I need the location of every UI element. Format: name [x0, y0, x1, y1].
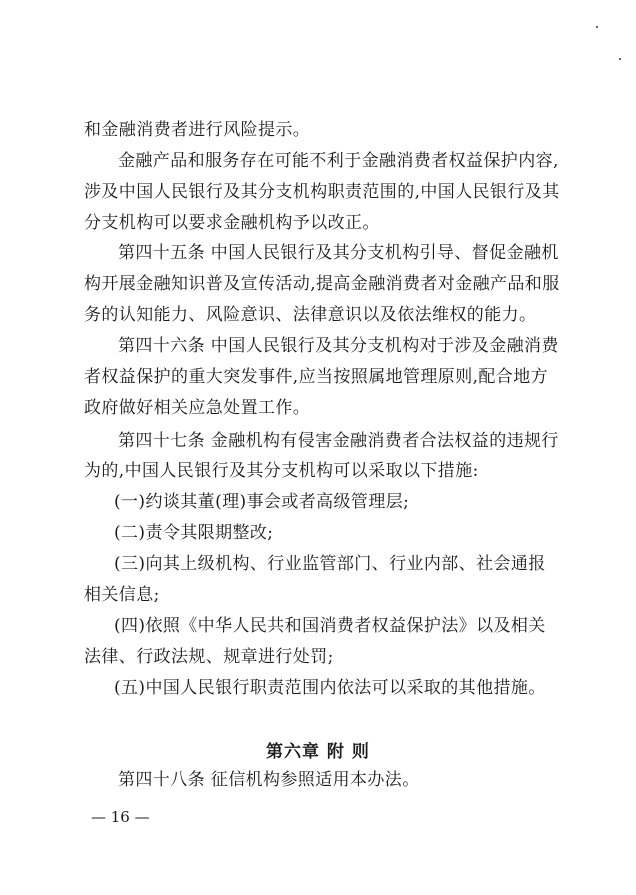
scan-speck — [619, 58, 621, 60]
body-line: 和金融消费者进行风险提示。 — [84, 120, 311, 140]
body-line: 分支机构可以要求金融机构予以改正。 — [84, 213, 380, 233]
page-number: — 16 — — [91, 808, 150, 826]
measure-item-2: (二)责令其限期整改; — [114, 523, 274, 543]
measure-item-4: (四)依照《中华人民共和国消费者权益保护法》以及相关 — [114, 616, 546, 636]
body-line: 政府做好相关应急处置工作。 — [84, 398, 311, 418]
measure-item-1: (一)约谈其董(理)事会或者高级管理层; — [114, 492, 410, 512]
measure-item-3: (三)向其上级机构、行业监管部门、行业内部、社会通报 — [114, 554, 546, 574]
article-45-line: 第四十五条 中国人民银行及其分支机构引导、督促金融机 — [118, 243, 559, 263]
article-46-line: 第四十六条 中国人民银行及其分支机构对于涉及金融消费 — [118, 336, 559, 356]
body-line: 为的,中国人民银行及其分支机构可以采取以下措施: — [84, 461, 479, 481]
measure-item-5: (五)中国人民银行职责范围内依法可以采取的其他措施。 — [114, 678, 546, 698]
body-line: 相关信息; — [84, 585, 160, 605]
body-line: 涉及中国人民银行及其分支机构职责范围的,中国人民银行及其 — [84, 182, 560, 202]
body-line: 金融产品和服务存在可能不利于金融消费者权益保护内容, — [118, 151, 559, 171]
body-line: 法律、行政法规、规章进行处罚; — [84, 647, 334, 667]
scan-speck — [596, 26, 598, 28]
body-line: 构开展金融知识普及宣传活动,提高金融消费者对金融产品和服 — [84, 274, 560, 294]
article-48-line: 第四十八条 征信机构参照适用本办法。 — [118, 770, 420, 790]
body-line: 者权益保护的重大突发事件,应当按照属地管理原则,配合地方 — [84, 367, 549, 387]
article-47-line: 第四十七条 金融机构有侵害金融消费者合法权益的违规行 — [118, 431, 559, 451]
body-line: 务的认知能力、风险意识、法律意识以及依法维权的能力。 — [84, 305, 537, 325]
chapter-title: 第六章 附 则 — [266, 742, 370, 762]
